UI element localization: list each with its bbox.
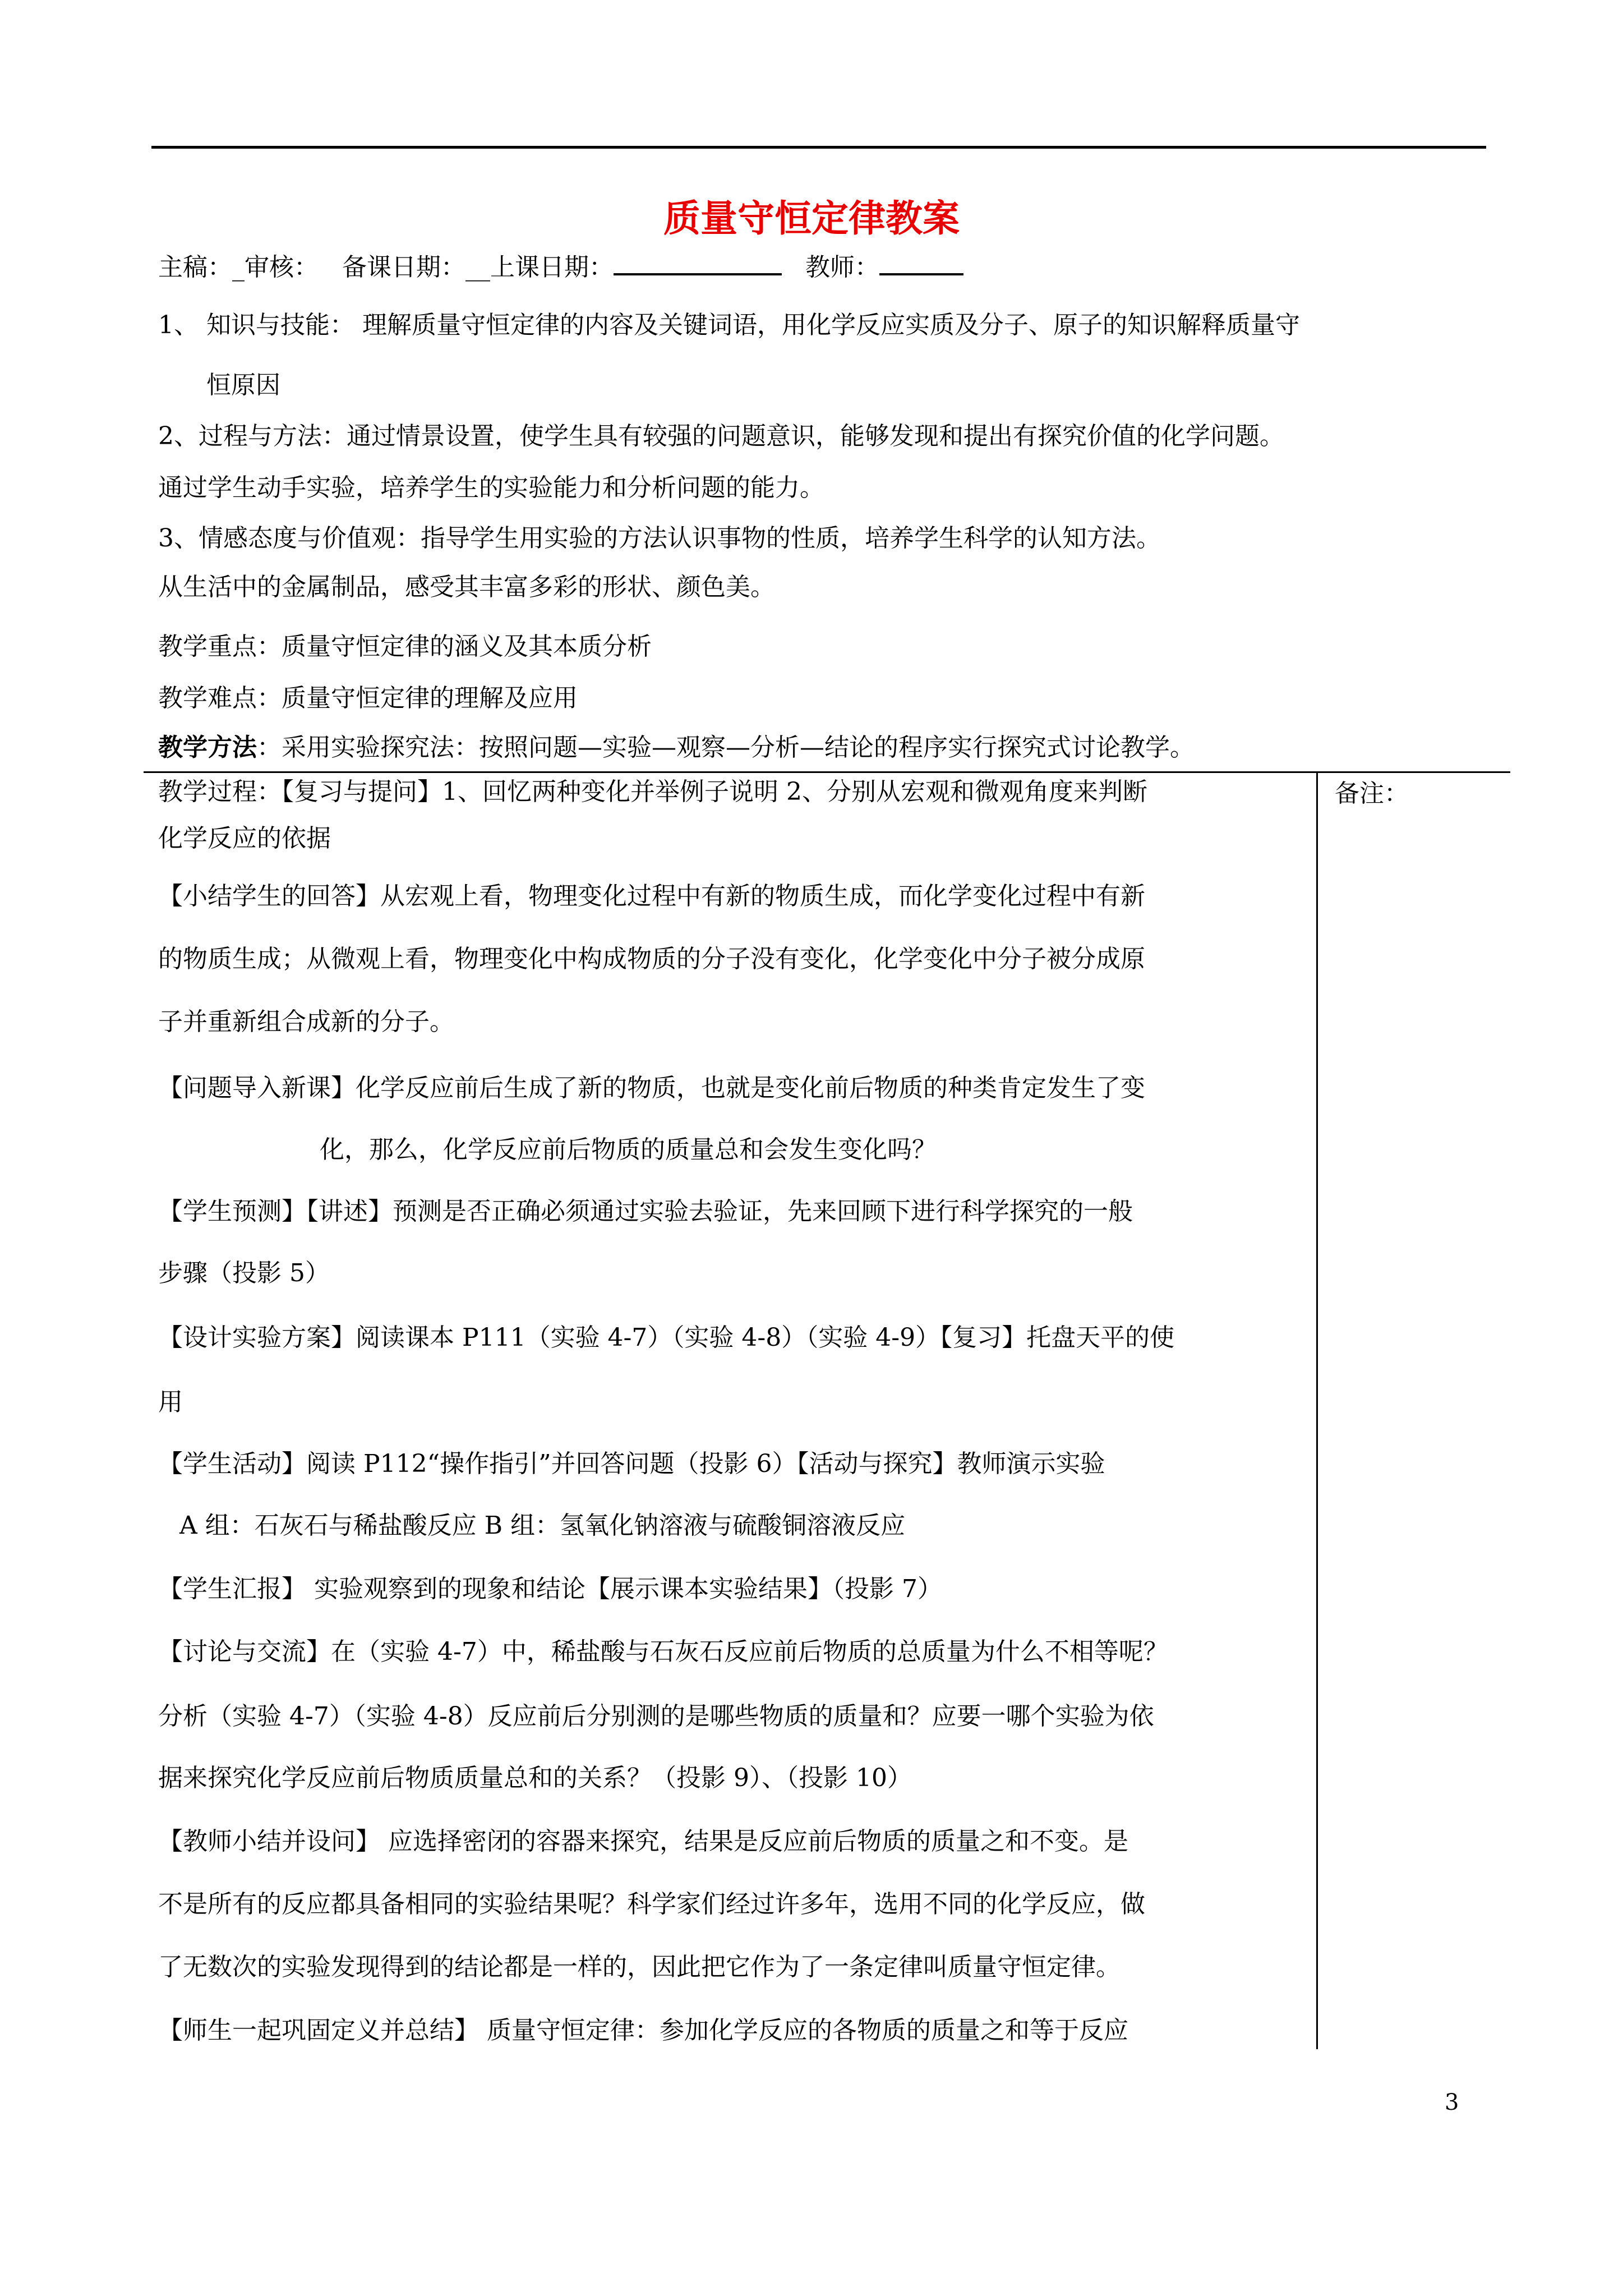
process-line: 了无数次的实验发现得到的结论都是一样的，因此把它作为了一条定律叫质量守恒定律。 <box>158 1953 1121 1981</box>
process-line: 【问题导入新课】化学反应前后生成了新的物质，也就是变化前后物质的种类肯定发生了变 <box>158 1074 1145 1102</box>
objective-2-line-2: 通过学生动手实验，培养学生的实验能力和分析问题的能力。 <box>158 473 824 502</box>
difficult-point: 教学难点：质量守恒定律的理解及应用 <box>158 684 578 712</box>
document-title: 质量守恒定律教案 <box>663 197 960 240</box>
teaching-method <box>158 731 1195 765</box>
process-line: 用 <box>158 1388 183 1416</box>
key-point: 教学重点：质量守恒定律的涵义及其本质分析 <box>158 632 652 661</box>
process-line: 的物质生成；从微观上看，物理变化中构成物质的分子没有变化，化学变化中分子被分成原 <box>158 945 1145 973</box>
process-line: 化学反应的依据 <box>158 824 331 853</box>
process-line: 不是所有的反应都具备相同的实验结果呢？科学家们经过许多年，选用不同的化学反应，做 <box>158 1890 1145 1918</box>
objective-2-line-1: 2、过程与方法：通过情景设置，使学生具有较强的问题意识，能够发现和提出有探究价值的化学问题。 <box>158 422 1284 450</box>
process-line: 【学生汇报】 实验观察到的现象和结论【展示课本实验结果】（投影 7） <box>158 1575 942 1603</box>
objective-1-line-1: 1、 知识与技能： 理解质量守恒定律的内容及关键词语，用化学反应实质及分子、原子的知识解释质量守 <box>158 311 1300 339</box>
process-line: 步骤（投影 5） <box>158 1259 330 1287</box>
process-line: 【小结学生的回答】从宏观上看，物理变化过程中有新的物质生成，而化学变化过程中有新 <box>158 882 1145 910</box>
process-line: 分析（实验 4-7）（实验 4-8）反应前后分别测的是哪些物质的质量和？应要一哪个实验为依 <box>158 1702 1154 1731</box>
process-line: 【教师小结并设问】 应选择密闭的容器来探究，结果是反应前后物质的质量之和不变。是 <box>158 1827 1128 1856</box>
process-line: 【师生一起巩固定义并总结】 质量守恒定律：参加化学反应的各物质的质量之和等于反应 <box>158 2016 1128 2045</box>
process-line: 【学生预测】【讲述】预测是否正确必须通过实验去验证，先来回顾下进行科学探究的一般 <box>158 1197 1133 1226</box>
method-text: ：采用实验探究法：按照问题—实验—观察—分析—结论的程序实行探究式讨论教学。 <box>257 733 1195 762</box>
shangke-label: __上课日期： <box>465 253 614 282</box>
jiaoshi-label: 教师： <box>805 253 879 282</box>
process-line: 教学过程：【复习与提问】1、回忆两种变化并举例子说明 2、分别从宏观和微观角度来判断 <box>158 777 1147 806</box>
remark-label: 备注： <box>1335 779 1409 808</box>
objective-3-line-2: 从生活中的金属制品，感受其丰富多彩的形状、颜色美。 <box>158 573 775 601</box>
objective-1-line-2: 恒原因 <box>206 371 280 399</box>
process-line: 【设计实验方案】阅读课本 P111（实验 4-7）（实验 4-8）（实验 4-9）【复习】托盘天平的使 <box>158 1323 1175 1352</box>
beike-label: 备课日期： <box>342 253 465 282</box>
page-number: 3 <box>1445 2090 1459 2115</box>
process-line: 化，那么，化学反应前后物质的质量总和会发生变化吗？ <box>320 1135 937 1164</box>
header-rule <box>151 146 1486 149</box>
meta-line <box>158 251 963 284</box>
process-line: 【讨论与交流】在（实验 4-7）中，稀盐酸与石灰石反应前后物质的总质量为什么不相等呢？ <box>158 1637 1168 1666</box>
process-line: 据来探究化学反应前后物质质量总和的关系？（投影 9）、（投影 10） <box>158 1764 912 1792</box>
date-blank <box>614 251 782 275</box>
table-divider <box>1316 771 1318 2049</box>
process-line: A 组：石灰石与稀盐酸反应 B 组：氢氧化钠溶液与硫酸铜溶液反应 <box>179 1511 906 1540</box>
process-line: 子并重新组合成新的分子。 <box>158 1007 454 1036</box>
method-label: 教学方法 <box>158 733 257 762</box>
table-top-border <box>144 771 1510 773</box>
process-line: 【学生活动】阅读 P112“操作指引”并回答问题（投影 6）【活动与探究】教师演示实验 <box>158 1450 1105 1478</box>
shenhe-label: _审核： <box>232 253 319 282</box>
zhugao-label: 主稿： <box>158 253 232 282</box>
objective-3-line-1: 3、情感态度与价值观：指导学生用实验的方法认识事物的性质，培养学生科学的认知方法。 <box>158 524 1161 553</box>
teacher-blank <box>879 251 963 275</box>
